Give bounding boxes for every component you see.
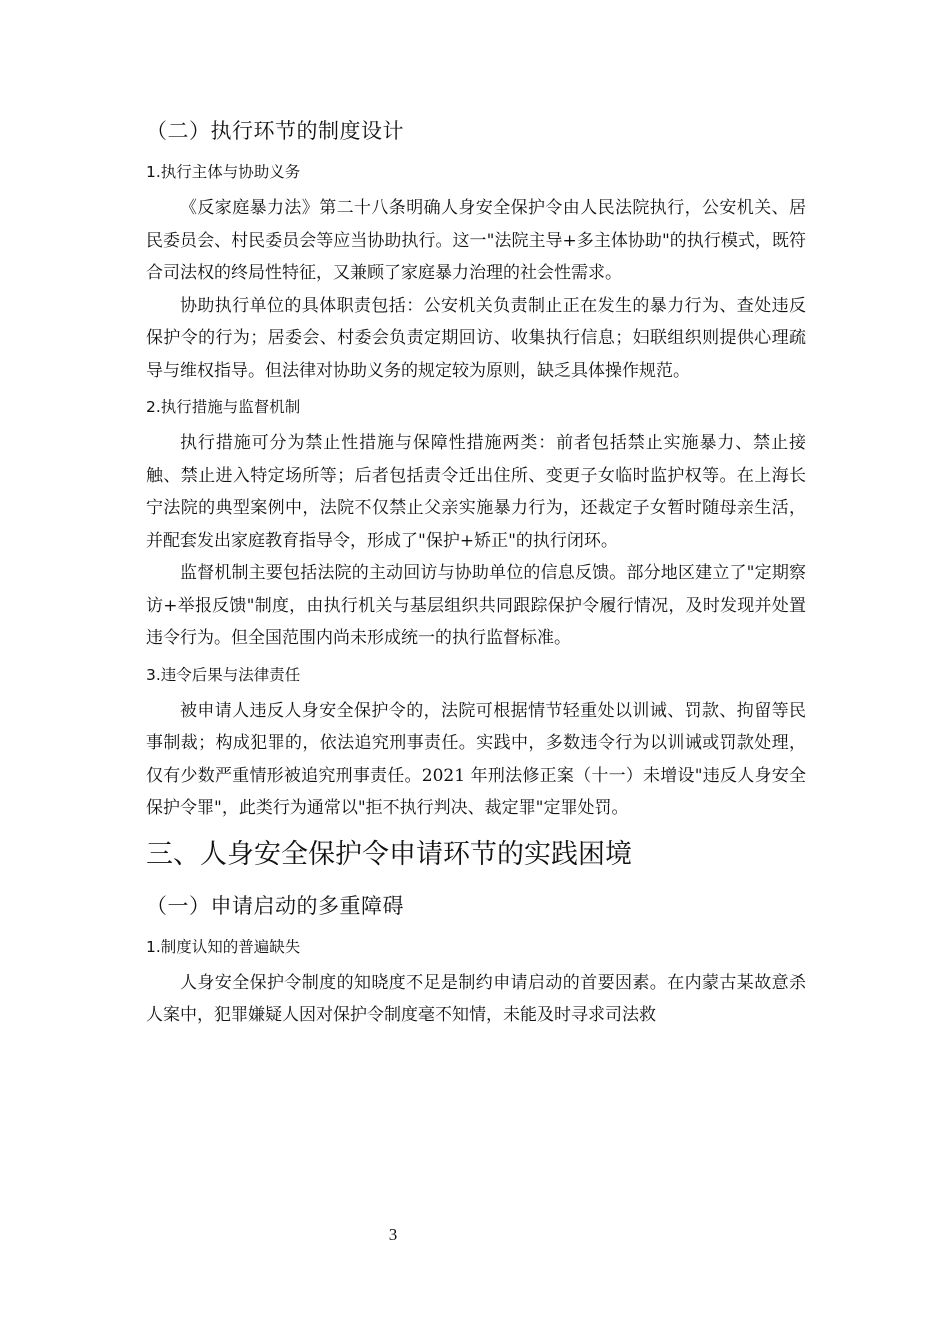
paragraph: 执行措施可分为禁止性措施与保障性措施两类：前者包括禁止实施暴力、禁止接触、禁止进入特定场所等；后者包括责令迁出住所、变更子女临时监护权等。在上海长宁法院的典型案例中，法院不仅禁止父亲实施暴力行为，还裁定子女暂时随母亲生活，并配套发出家庭教育指导令，形成了"保护+矫正"的执行闭环。 xyxy=(146,433,806,551)
section-heading: （二）执行环节的制度设计 xyxy=(146,119,404,143)
subsection-heading: 1.制度认知的普遍缺失 xyxy=(146,937,301,956)
subsection-heading: 1.执行主体与协助义务 xyxy=(146,163,301,181)
section-heading: （一）申请启动的多重障碍 xyxy=(146,893,404,918)
paragraph: 被申请人违反人身安全保护令的，法院可根据情节轻重处以训诫、罚款、拘留等民事制裁；构成犯罪的，依法追究刑事责任。实践中，多数违令行为以训诫或罚款处理，仅有少数严重情形被追究刑事责任。2021 年刑法修正案（十一）未增设"违反人身安全保护令罪"，此类行为通常以"拒不执行判决、裁定罪"定罪处罚。 xyxy=(146,700,806,818)
paragraph: 监督机制主要包括法院的主动回访与协助单位的信息反馈。部分地区建立了"定期察访+举报反馈"制度，由执行机关与基层组织共同跟踪保护令履行情况，及时发现并处置违令行为。但全国范围内尚未形成统一的执行监督标准。 xyxy=(146,563,806,648)
chapter-heading: 三、人身安全保护令申请环节的实践困境 xyxy=(146,838,632,870)
page-number: 3 xyxy=(388,1225,398,1244)
subsection-heading: 3.违令后果与法律责任 xyxy=(146,665,301,684)
document-body xyxy=(146,110,806,1032)
paragraph: 人身安全保护令制度的知晓度不足是制约申请启动的首要因素。在内蒙古某故意杀人案中，犯罪嫌疑人因对保护令制度毫不知情，未能及时寻求司法救 xyxy=(146,972,806,1025)
subsection-heading: 2.执行措施与监督机制 xyxy=(146,398,301,416)
paragraph: 协助执行单位的具体职责包括：公安机关负责制止正在发生的暴力行为、查处违反保护令的行为；居委会、村委会负责定期回访、收集执行信息；妇联组织则提供心理疏导与维权指导。但法律对协助义务的规定较为原则，缺乏具体操作规范。 xyxy=(146,295,806,381)
paragraph: 《反家庭暴力法》第二十八条明确人身安全保护令由人民法院执行，公安机关、居民委员会、村民委员会等应当协助执行。这一"法院主导+多主体协助"的执行模式，既符合司法权的终局性特征，又兼顾了家庭暴力治理的社会性需求。 xyxy=(146,198,806,283)
